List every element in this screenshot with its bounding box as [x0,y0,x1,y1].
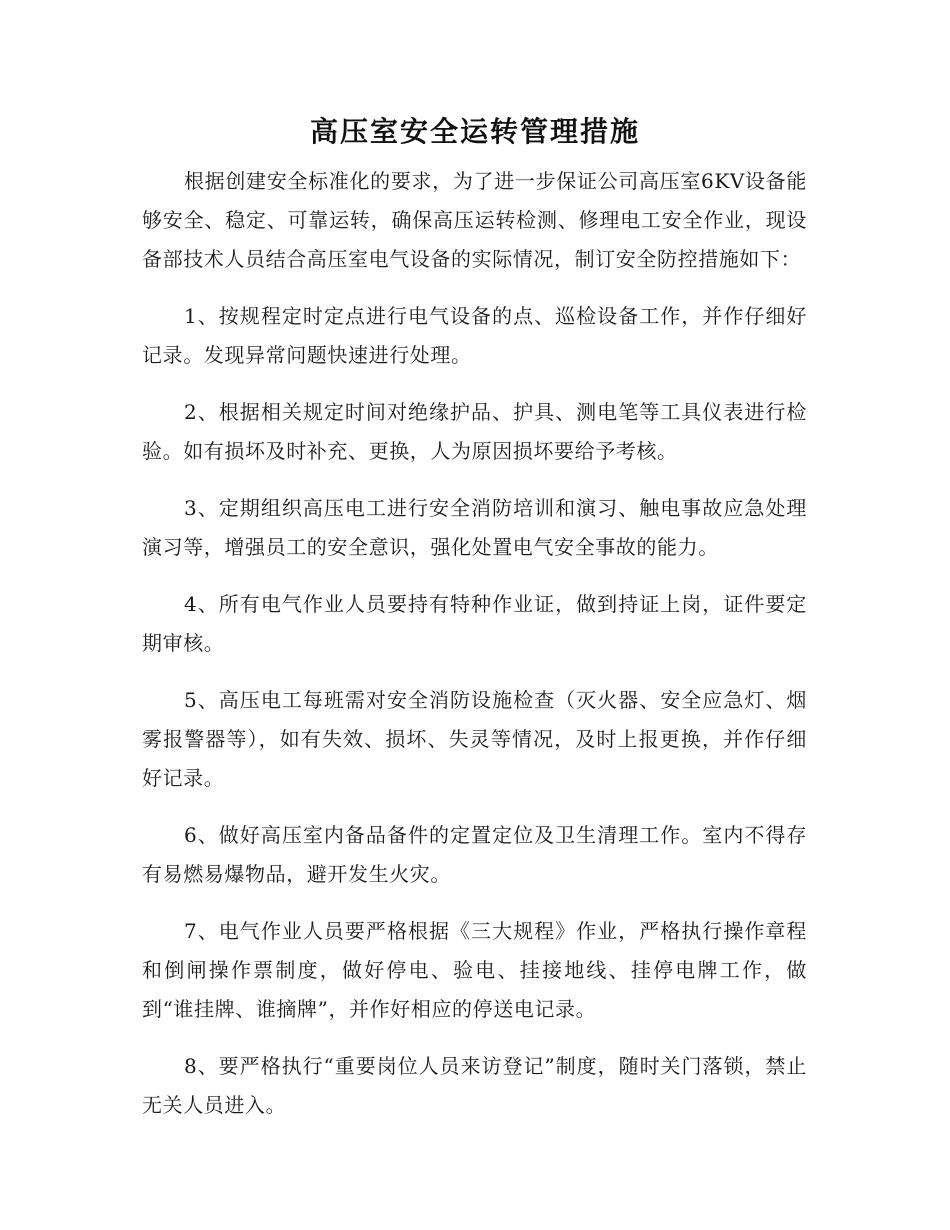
measure-item-7: 7、电气作业人员要严格根据《三大规程》作业，严格执行操作章程和倒闸操作票制度，做好停电、验电、挂接地线、挂停电牌工作，做到“谁挂牌、谁摘牌”，并作好相应的停送电记录。 [142,919,807,1021]
measure-item-2: 2、根据相关规定时间对绝缘护品、护具、测电笔等工具仪表进行检验。如有损坏及时补充、更换，人为原因损坏要给予考核。 [142,400,807,463]
measure-item-1: 1、按规程定时定点进行电气设备的点、巡检设备工作，并作仔细好记录。发现异常问题快速进行处理。 [142,304,807,367]
measure-item-4: 4、所有电气作业人员要持有特种作业证，做到持证上岗，证件要定期审核。 [142,592,807,655]
document-body [142,162,807,1143]
measure-item-3: 3、定期组织高压电工进行安全消防培训和演习、触电事故应急处理演习等，增强员工的安全意识，强化处置电气安全事故的能力。 [142,496,807,559]
measure-item-5: 5、高压电工每班需对安全消防设施检查（灭火器、安全应急灯、烟雾报警器等），如有失效、损坏、失灵等情况，及时上报更换，并作仔细好记录。 [142,688,807,790]
document-title: 高压室安全运转管理措施 [309,115,640,148]
measure-item-6: 6、做好高压室内备品备件的定置定位及卫生清理工作。室内不得存有易燃易爆物品，避开发生火灾。 [142,823,807,886]
intro-paragraph: 根据创建安全标准化的要求，为了进一步保证公司高压室6KV设备能够安全、稳定、可靠运转，确保高压运转检测、修理电工安全作业，现设备部技术人员结合高压室电气设备的实际情况，制订安全防控措施如下： [142,169,807,271]
measure-item-8: 8、要严格执行“重要岗位人员来访登记”制度，随时关门落锁，禁止无关人员进入。 [142,1054,807,1117]
